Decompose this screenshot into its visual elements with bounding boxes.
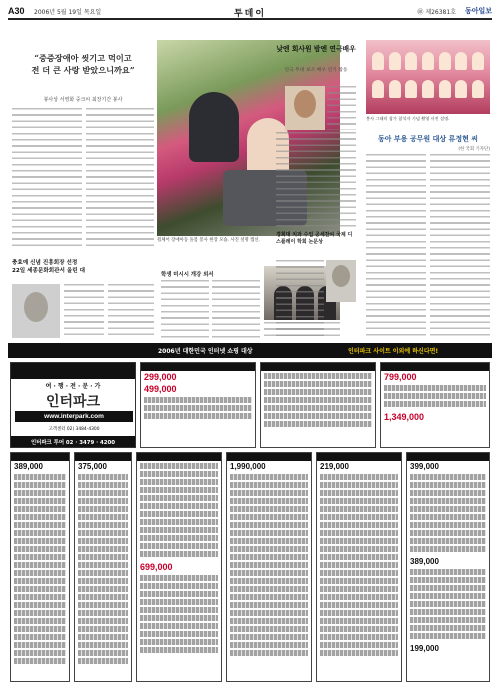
ad-block-band	[11, 453, 69, 461]
middle-headline2: 경희대 치과 수업 공세찬씨 국제 디스플레이 학회 논문상	[276, 232, 353, 245]
middle-headline: 낮엔 회사원 밤엔 연극배우	[276, 45, 356, 53]
ad-price: 299,000	[144, 372, 177, 382]
article1-body-col2	[86, 108, 154, 250]
ad-block	[316, 452, 402, 682]
interpark-ad	[10, 362, 136, 448]
ad-block	[406, 452, 490, 682]
ad-banner	[8, 343, 492, 358]
right-group-photo	[366, 40, 490, 114]
ad-price: 699,000	[140, 562, 173, 572]
ad-price: 375,000	[78, 462, 107, 471]
portrait-face	[294, 90, 316, 118]
right-photo-caption: 봉사 그래미 참가 참석자 기념 촬영 사진 설명.	[366, 116, 450, 121]
ad-block-band	[75, 453, 131, 461]
ad-top-strip	[11, 363, 135, 379]
ad-price: 399,000	[410, 462, 439, 471]
article3-body-col1	[161, 280, 209, 338]
ad-block	[74, 452, 132, 682]
middle-portrait2	[326, 260, 356, 302]
ad-block	[380, 362, 490, 448]
portrait-face	[24, 292, 48, 322]
article2-body-col2	[64, 284, 104, 338]
ad-block-band	[381, 363, 489, 371]
right-body-col2	[430, 154, 490, 338]
ad-price: 219,000	[320, 462, 349, 471]
photo-people-row	[372, 80, 484, 98]
photo-person-volunteer	[189, 92, 239, 162]
ad-price: 199,000	[410, 644, 439, 653]
ad-phone: 고객센터 02) 3484-4300	[48, 427, 100, 432]
article1-headline-line1: “중증장애아 씻기고 먹이고	[34, 53, 132, 63]
article1-headline	[12, 52, 154, 76]
article2-body-col3	[108, 284, 154, 338]
right-body-col1	[366, 154, 426, 338]
ad-block-band	[407, 453, 489, 461]
portrait-face	[332, 265, 350, 287]
photo-people-row	[372, 52, 484, 70]
ad-block-band	[317, 453, 401, 461]
article3-headline: 학생 미시시 개강 외서	[161, 272, 214, 278]
article1-headline-line2: 전 더 큰 사랑 받았으니까요”	[31, 65, 135, 75]
right-headline: 동아 부용 공무원 대상 류정현 씨	[377, 135, 479, 143]
ad-block-band	[261, 363, 375, 371]
ad-price: 389,000	[410, 557, 439, 566]
ad-block	[260, 362, 376, 448]
issue-date: 2006년 5월 19일 목요일	[34, 9, 102, 16]
middle-body-col1	[276, 132, 356, 228]
ad-footer: 인터파크 투어 02 · 3479 · 4200	[11, 436, 135, 447]
ad-block	[140, 362, 256, 448]
ad-block-band	[227, 453, 311, 461]
ad-block-band	[141, 363, 255, 371]
ad-url: www.interpark.com	[15, 411, 133, 422]
article2-headline: 충효예 신념 진흥회장 선정	[12, 260, 78, 266]
article1-photo-caption: 휠체어 장애아동 돌봄 봉사 현장 모습. 사진 설명 캡션.	[157, 238, 261, 243]
middle-portrait	[285, 86, 325, 130]
article3-body-col2	[212, 280, 260, 338]
ad-block	[136, 452, 222, 682]
article2-portrait	[12, 284, 60, 338]
ad-price: 499,000	[144, 384, 177, 394]
middle-subtitle: 연극 무대 보조 배우 연기 활동	[284, 68, 348, 73]
article1-body-col1	[12, 108, 82, 250]
ad-price: 799,000	[384, 372, 417, 382]
section-title: 투데이	[233, 9, 267, 19]
middle-body-col0	[327, 86, 356, 130]
right-subtitle: (한 국회 기자단)	[458, 147, 490, 152]
ad-block	[226, 452, 312, 682]
article2-subhead: 22일 세종문화회관서 올린 대	[12, 268, 86, 274]
ad-banner-left: 2006년 대한민국 인터넷 쇼핑 대상	[158, 348, 253, 355]
newspaper-logo: 동아일보	[464, 7, 492, 15]
middle-body-col2	[276, 260, 324, 338]
ad-price: 389,000	[14, 462, 43, 471]
ad-price: 1,990,000	[230, 462, 266, 471]
ad-category: 여 · 행 · 전 · 문 · 가	[45, 383, 101, 390]
page-header	[8, 6, 492, 20]
article1-subtitle: 봉사상 서영화 중크씨 최장기간 봉사	[43, 97, 123, 103]
ad-brand-name: 인터파크	[45, 394, 101, 410]
ad-banner-right: 인터파크 사이트 이외에 하신다면!	[348, 348, 439, 355]
issue-number: ㊞ 제26381호	[417, 9, 456, 16]
ad-price: 1,349,000	[384, 412, 425, 422]
ad-block-band	[137, 453, 221, 461]
page-number: A30	[8, 6, 25, 16]
ad-block	[10, 452, 70, 682]
